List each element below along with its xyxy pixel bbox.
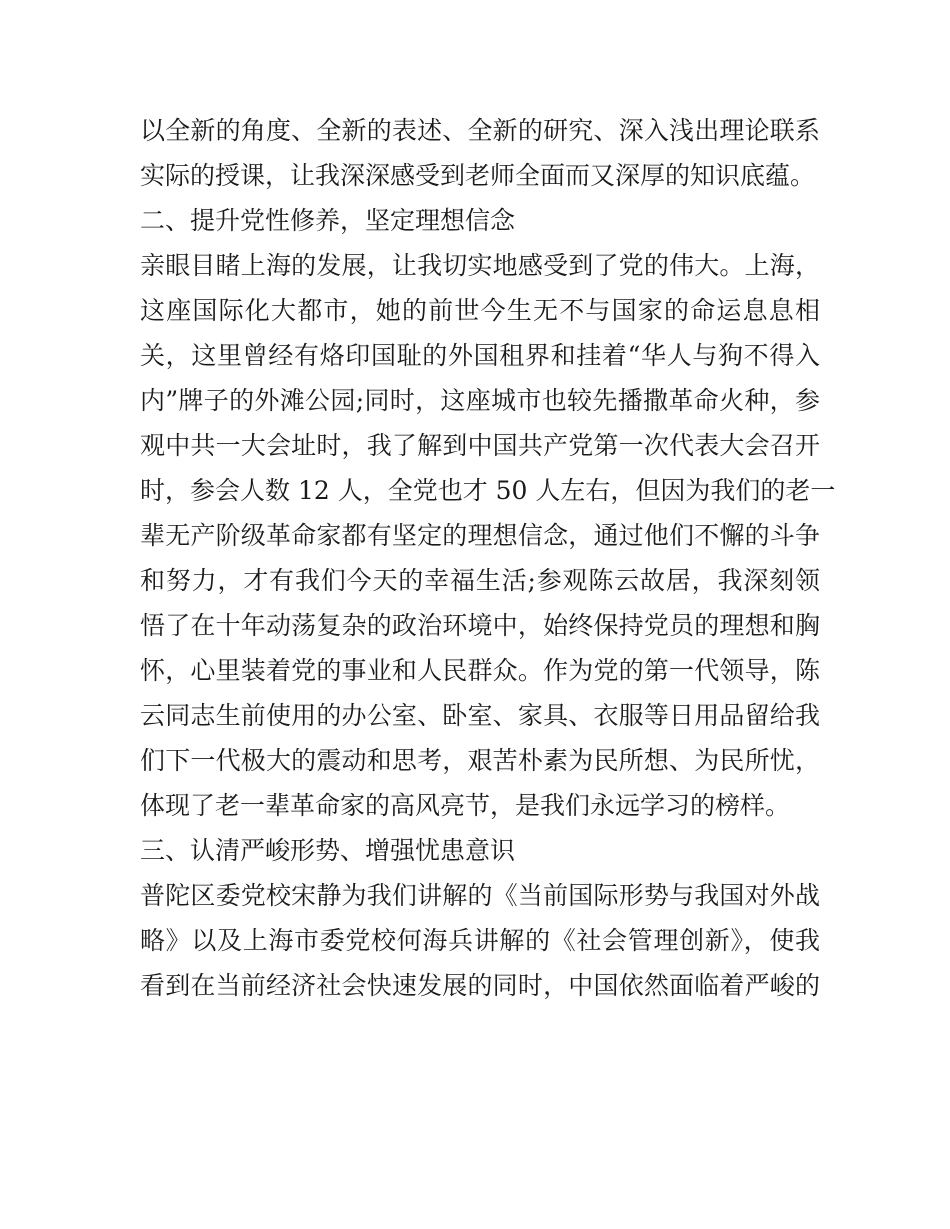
text-line: 关，这里曾经有烙印国耻的外国租界和挂着“华人与狗不得入: [140, 341, 820, 370]
text-line: 看到在当前经济社会快速发展的同时，中国依然面临着严峻的: [140, 971, 820, 1000]
text-line: 辈无产阶级革命家都有坚定的理想信念，通过他们不懈的斗争: [140, 521, 820, 550]
text-line: 观中共一大会址时，我了解到中国共产党第一次代表大会召开: [140, 431, 820, 460]
text-line: 体现了老一辈革命家的高风亮节，是我们永远学习的榜样。: [140, 791, 791, 820]
text-line: 怀，心里装着党的事业和人民群众。作为党的第一代领导，陈: [140, 656, 820, 685]
text-line: 这座国际化大都市，她的前世今生无不与国家的命运息息相: [140, 296, 820, 325]
text-line: 和努力，才有我们今天的幸福生活;参观陈云故居，我深刻领: [140, 566, 820, 595]
section-heading: 三、认清严峻形势、增强忧患意识: [140, 836, 516, 865]
text-line: 实际的授课，让我深深感受到老师全面而又深厚的知识底蕴。: [140, 161, 816, 190]
text-line: 亲眼目睹上海的发展，让我切实地感受到了党的伟大。上海，: [140, 251, 820, 280]
text-line: 悟了在十年动荡复杂的政治环境中，始终保持党员的理想和胸: [140, 611, 820, 640]
text-line: 云同志生前使用的办公室、卧室、家具、衣服等日用品留给我: [140, 701, 820, 730]
document-body: [140, 108, 836, 1008]
section-heading: 二、提升党性修养，坚定理想信念: [140, 206, 516, 235]
text-line: 时，参会人数 12 人，全党也才 50 人左右，但因为我们的老一: [140, 476, 836, 505]
text-line: 普陀区委党校宋静为我们讲解的《当前国际形势与我国对外战: [140, 881, 820, 910]
text-line: 略》以及上海市委党校何海兵讲解的《社会管理创新》，使我: [140, 926, 820, 955]
text-line: 内”牌子的外滩公园;同时，这座城市也较先播撒革命火种，参: [140, 386, 820, 415]
text-line: 们下一代极大的震动和思考，艰苦朴素为民所想、为民所忧，: [140, 746, 820, 775]
text-line: 以全新的角度、全新的表述、全新的研究、深入浅出理论联系: [140, 116, 820, 145]
